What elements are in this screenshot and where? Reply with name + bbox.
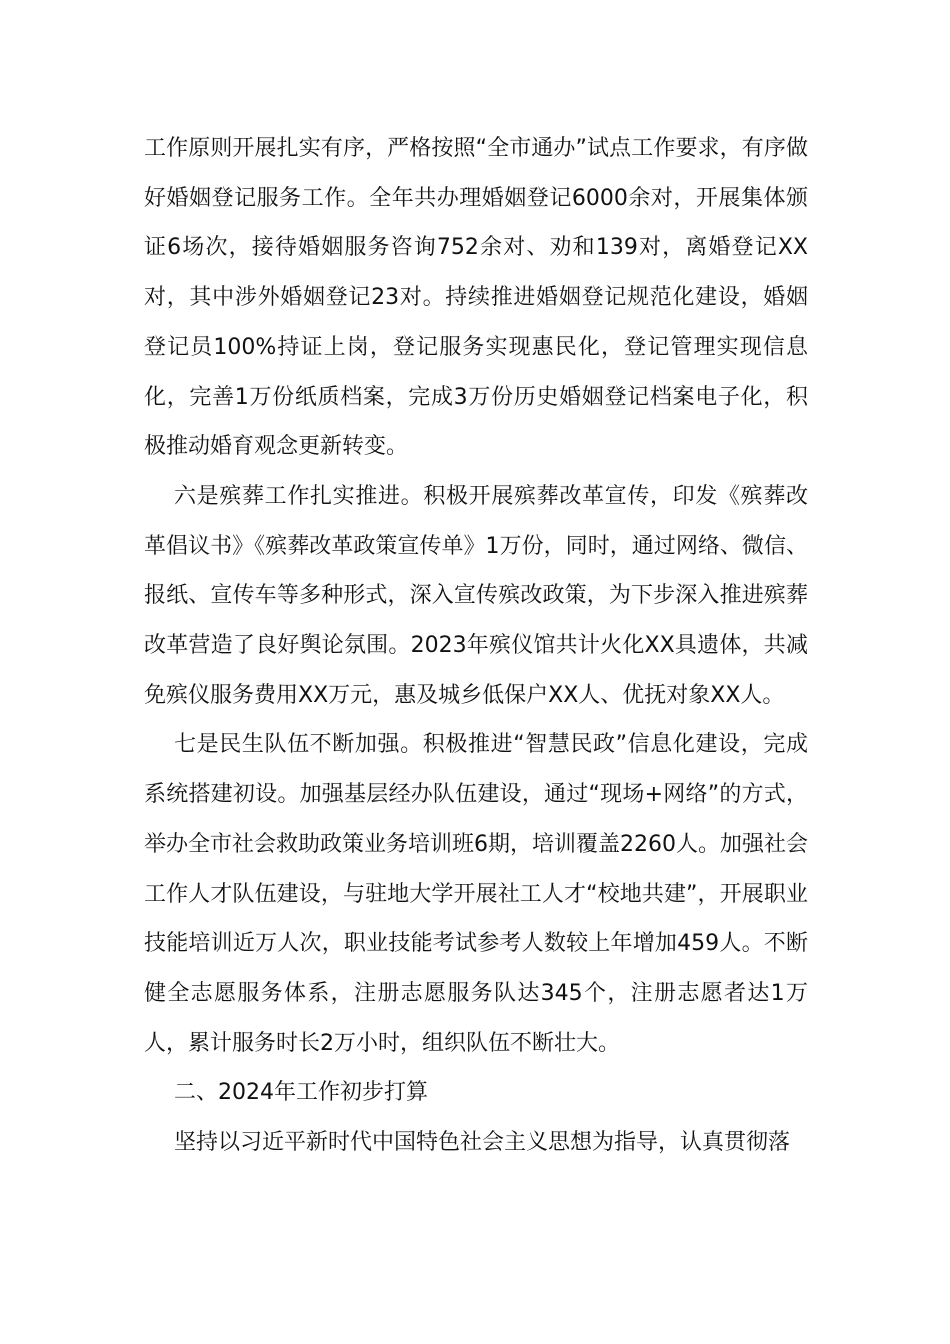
paragraph-guiding-principle: 坚持以习近平新时代中国特色社会主义思想为指导，认真贯彻落	[174, 1130, 791, 1156]
document-body	[144, 124, 808, 1168]
paragraph-marriage-registration: 工作原则开展扎实有序，严格按照“全市通办”试点工作要求，有序做好婚姻登记服务工作。全年共办理婚姻登记6000余对，开展集体颁证6场次，接待婚姻服务咨询752余对、劝和139对，离婚登记XX对，其中涉外婚姻登记23对。持续推进婚姻登记规范化建设，婚姻登记员100%持证上岗，登记服务实现惠民化，登记管理实现信息化，完善1万份纸质档案，完成3万份历史婚姻登记档案电子化，积极推动婚育观念更新转变。	[144, 136, 808, 460]
paragraph-funeral-work: 六是殡葬工作扎实推进。积极开展殡葬改革宣传，印发《殡葬改革倡议书》《殡葬改革政策宣传单》1万份，同时，通过网络、微信、报纸、宣传车等多种形式，深入宣传殡改政策，为下步深入推进殡葬改革营造了良好舆论氛围。2023年殡仪馆共计火化XX具遗体，共减免殡仪服务费用XX万元，惠及城乡低保户XX人、优抚对象XX人。	[144, 483, 808, 708]
section-heading-2024-plan: 二、2024年工作初步打算	[174, 1080, 428, 1106]
paragraph-staff-team: 七是民生队伍不断加强。积极推进“智慧民政”信息化建设，完成系统搭建初设。加强基层经办队伍建设，通过“现场+网络”的方式，举办全市社会救助政策业务培训班6期，培训覆盖2260人。加强社会工作人才队伍建设，与驻地大学开展社工人才“校地共建”，开展职业技能培训近万人次，职业技能考试参考人数较上年增加459人。不断健全志愿服务体系，注册志愿服务队达345个，注册志愿者达1万人，累计服务时长2万小时，组织队伍不断壮大。	[144, 732, 808, 1056]
